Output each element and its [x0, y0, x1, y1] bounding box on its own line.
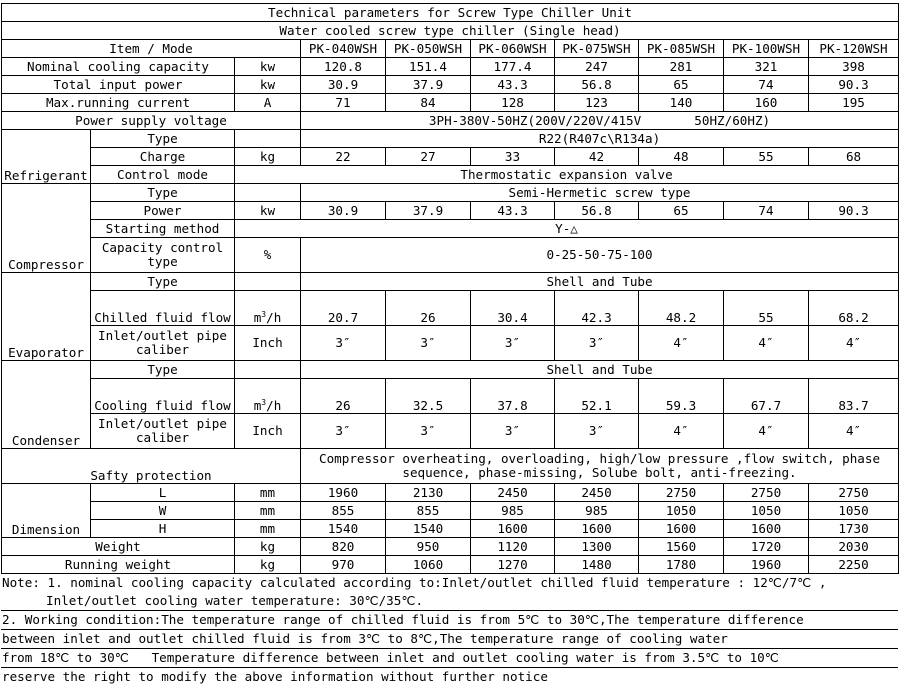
cell-value: 1540	[301, 520, 386, 538]
cell-value: 37.9	[386, 202, 471, 220]
cell-value: 950	[386, 538, 471, 556]
cell-value: 247	[555, 58, 639, 76]
cell-value: 281	[639, 58, 724, 76]
cell-value: 3″	[386, 326, 471, 361]
row-unit: mm	[235, 484, 301, 502]
row-label: Weight	[2, 538, 235, 556]
cell-value: 4″	[724, 326, 809, 361]
note-line: 2. Working condition:The temperature range of chilled fluid is from 5℃ to 30℃,The temperature difference	[1, 611, 898, 630]
unit-sup: 3	[261, 309, 267, 319]
row-label: Nominal cooling capacity	[2, 58, 235, 76]
table-row	[2, 556, 899, 574]
cell-value: 195	[809, 94, 899, 112]
row-label: Chilled fluid flow	[91, 291, 235, 326]
cell-value: 48.2	[639, 291, 724, 326]
cell-value: 67.7	[724, 379, 809, 414]
table-subtitle: Water cooled screw type chiller (Single head)	[2, 22, 899, 40]
cell-value: 820	[301, 538, 386, 556]
cell-value: 42	[555, 148, 639, 166]
row-unit	[235, 130, 301, 148]
cell-value: 71	[301, 94, 386, 112]
model-header: PK-100WSH	[724, 40, 809, 58]
table-row	[2, 130, 899, 148]
cell-value: 65	[639, 202, 724, 220]
row-label: Capacity control type	[91, 238, 235, 273]
table-row	[2, 379, 899, 414]
cell-value: 855	[301, 502, 386, 520]
cell-value: 398	[809, 58, 899, 76]
table-row	[2, 414, 899, 449]
cell-value: 3″	[555, 414, 639, 449]
cell-value: 177.4	[471, 58, 555, 76]
row-label: Charge	[91, 148, 235, 166]
cell-value: 1050	[809, 502, 899, 520]
item-mode-header: Item / Mode	[2, 40, 301, 58]
condenser-group-label: Condenser	[2, 361, 91, 449]
row-label: Type	[91, 130, 235, 148]
cell-value: 74	[724, 76, 809, 94]
cell-value: 43.3	[471, 76, 555, 94]
table-row	[2, 238, 899, 273]
cell-value: 1560	[639, 538, 724, 556]
model-header: PK-120WSH	[809, 40, 899, 58]
cell-value: 37.9	[386, 76, 471, 94]
notes	[1, 574, 898, 686]
cell-value: 55	[724, 291, 809, 326]
cell-value: 3″	[386, 414, 471, 449]
cell-value: 2030	[809, 538, 899, 556]
cell-value: 55	[724, 148, 809, 166]
row-label: Running weight	[2, 556, 235, 574]
table-row	[2, 184, 899, 202]
cell-value: 855	[386, 502, 471, 520]
spec-sheet	[1, 3, 898, 686]
cell-value: 26	[301, 379, 386, 414]
table-row	[2, 291, 899, 326]
cell-value: 30.4	[471, 291, 555, 326]
cell-value: 43.3	[471, 202, 555, 220]
cell-value: 321	[724, 58, 809, 76]
cell-value: 3″	[555, 326, 639, 361]
cell-value: 26	[386, 291, 471, 326]
cell-value: 84	[386, 94, 471, 112]
cell-value: 140	[639, 94, 724, 112]
evaporator-type-value: Shell and Tube	[301, 273, 899, 291]
cell-value: 4″	[639, 326, 724, 361]
note-line: between inlet and outlet chilled fluid is from 3℃ to 8℃,The temperature range of cooling water	[1, 630, 898, 649]
cell-value: 985	[555, 502, 639, 520]
cell-value: 1600	[639, 520, 724, 538]
row-label: Inlet/outlet pipe caliber	[91, 326, 235, 361]
cell-value: 27	[386, 148, 471, 166]
cell-value: 90.3	[809, 76, 899, 94]
model-header: PK-075WSH	[555, 40, 639, 58]
row-unit: mm	[235, 502, 301, 520]
evaporator-group-label: Evaporator	[2, 273, 91, 361]
cell-value: 4″	[724, 414, 809, 449]
row-unit	[235, 291, 301, 326]
cell-value: 32.5	[386, 379, 471, 414]
table-row	[2, 58, 899, 76]
row-label: Power supply voltage	[2, 112, 301, 130]
cell-value: 128	[471, 94, 555, 112]
table-row	[2, 520, 899, 538]
cell-value: 4″	[809, 414, 899, 449]
note-line: reserve the right to modify the above information without further notice	[2, 669, 548, 684]
cell-value: 2130	[386, 484, 471, 502]
table-row	[2, 449, 899, 484]
row-unit: mm	[235, 520, 301, 538]
control-mode-value: Thermostatic expansion valve	[235, 166, 899, 184]
row-unit: kw	[235, 76, 301, 94]
cell-value: 65	[639, 76, 724, 94]
cell-value: 1540	[386, 520, 471, 538]
table-row	[2, 538, 899, 556]
cell-value: 59.3	[639, 379, 724, 414]
row-label: W	[91, 502, 235, 520]
row-label: L	[91, 484, 235, 502]
model-header: PK-040WSH	[301, 40, 386, 58]
cell-value: 160	[724, 94, 809, 112]
note-line: Note: 1. nominal cooling capacity calculated according to:Inlet/outlet chilled fluid temperature : 12℃/7℃ ,	[2, 575, 827, 590]
cell-value: 3″	[471, 326, 555, 361]
cell-value: 1960	[724, 556, 809, 574]
cell-value: 1730	[809, 520, 899, 538]
cell-value: 42.3	[555, 291, 639, 326]
table-row	[2, 76, 899, 94]
cell-value: 52.1	[555, 379, 639, 414]
cell-value: 56.8	[555, 202, 639, 220]
cell-value: 2450	[555, 484, 639, 502]
cell-value: 2250	[809, 556, 899, 574]
unit-sup: 3	[261, 397, 267, 407]
cell-value: 22	[301, 148, 386, 166]
cell-value: 90.3	[809, 202, 899, 220]
row-unit: kg	[235, 148, 301, 166]
row-unit: A	[235, 94, 301, 112]
cell-value: 1780	[639, 556, 724, 574]
cell-value: 123	[555, 94, 639, 112]
table-row	[2, 112, 899, 130]
row-label: Type	[91, 273, 235, 291]
table-row	[2, 484, 899, 502]
row-label: Inlet/outlet pipe caliber	[91, 414, 235, 449]
cell-value: 3″	[301, 326, 386, 361]
table-row	[2, 166, 899, 184]
cell-value: 2750	[724, 484, 809, 502]
unit-tail: /h	[266, 310, 282, 325]
row-label: Total input power	[2, 76, 235, 94]
row-label: Control mode	[91, 166, 235, 184]
cell-value: 1270	[471, 556, 555, 574]
safety-value: Compressor overheating, overloading, high/low pressure ,flow switch, phase sequence, phase-missing, Solube bolt, anti-freezing.	[301, 449, 899, 484]
table-row	[2, 273, 899, 291]
table-row	[2, 326, 899, 361]
table-row	[2, 202, 899, 220]
compressor-type-value: Semi-Hermetic screw type	[301, 184, 899, 202]
condenser-type-value: Shell and Tube	[301, 361, 899, 379]
cell-value: 2450	[471, 484, 555, 502]
cell-value: 1120	[471, 538, 555, 556]
cell-value: 1050	[724, 502, 809, 520]
row-unit	[235, 184, 301, 202]
cell-value: 1960	[301, 484, 386, 502]
compressor-group-label: Compressor	[2, 184, 91, 273]
unit-base: m	[253, 310, 262, 325]
cell-value: 30.9	[301, 202, 386, 220]
table-title: Technical parameters for Screw Type Chiller Unit	[2, 4, 899, 22]
row-label: Type	[91, 184, 235, 202]
cell-value: 1300	[555, 538, 639, 556]
cell-value: 37.8	[471, 379, 555, 414]
cell-value: 48	[639, 148, 724, 166]
cell-value: 3″	[301, 414, 386, 449]
cell-value: 1050	[639, 502, 724, 520]
refrigerant-group-label: Refrigerant	[2, 130, 91, 184]
cell-value: 4″	[809, 326, 899, 361]
table-row	[2, 361, 899, 379]
row-unit: Inch	[235, 326, 301, 361]
cell-value: 2750	[809, 484, 899, 502]
cell-value: 83.7	[809, 379, 899, 414]
cell-value: 2750	[639, 484, 724, 502]
cell-value: 1720	[724, 538, 809, 556]
row-unit	[235, 379, 301, 414]
table-row	[2, 502, 899, 520]
row-label: Type	[91, 361, 235, 379]
cell-value: 1480	[555, 556, 639, 574]
cell-value: 20.7	[301, 291, 386, 326]
header-row	[2, 40, 899, 58]
row-unit: kg	[235, 556, 301, 574]
table-row	[2, 220, 899, 238]
model-header: PK-085WSH	[639, 40, 724, 58]
cell-value: 30.9	[301, 76, 386, 94]
cell-value: 1600	[471, 520, 555, 538]
cell-value: 3″	[471, 414, 555, 449]
row-label: Safty protection	[2, 449, 301, 484]
model-header: PK-050WSH	[386, 40, 471, 58]
row-unit: Inch	[235, 414, 301, 449]
cell-value: 970	[301, 556, 386, 574]
row-label: Starting method	[91, 220, 235, 238]
spec-table	[1, 3, 899, 574]
cell-value: 120.8	[301, 58, 386, 76]
table-row	[2, 94, 899, 112]
cell-value: 1060	[386, 556, 471, 574]
row-label: Power	[91, 202, 235, 220]
cell-value: 33	[471, 148, 555, 166]
table-row	[2, 148, 899, 166]
row-unit	[235, 361, 301, 379]
cell-value: 68	[809, 148, 899, 166]
row-label: H	[91, 520, 235, 538]
unit-base: m	[253, 398, 262, 413]
cell-value: 1600	[724, 520, 809, 538]
refrigerant-type-value: R22(R407c\R134a)	[301, 130, 899, 148]
row-label: Cooling fluid flow	[91, 379, 235, 414]
cell-value: 74	[724, 202, 809, 220]
cell-value: 56.8	[555, 76, 639, 94]
dimension-group-label: Dimension	[2, 484, 91, 538]
cell-value: 68.2	[809, 291, 899, 326]
row-unit	[235, 273, 301, 291]
model-header: PK-060WSH	[471, 40, 555, 58]
row-unit: %	[235, 238, 301, 273]
row-unit: kw	[235, 58, 301, 76]
row-unit: kw	[235, 202, 301, 220]
starting-method-value: Y-△	[235, 220, 899, 238]
row-unit: kg	[235, 538, 301, 556]
unit-tail: /h	[266, 398, 282, 413]
note-line: Inlet/outlet cooling water temperature: 30℃/35℃.	[1, 592, 898, 611]
capacity-control-value: 0-25-50-75-100	[301, 238, 899, 273]
cell-value: 4″	[639, 414, 724, 449]
cell-value: 985	[471, 502, 555, 520]
cell-value: 151.4	[386, 58, 471, 76]
note-line: from 18℃ to 30℃ Temperature difference between inlet and outlet cooling water is from 3.5℃ to 10℃	[1, 649, 898, 668]
power-supply-value: 3PH-380V-50HZ(200V/220V/415V 50HZ/60HZ)	[301, 112, 899, 130]
cell-value: 1600	[555, 520, 639, 538]
row-label: Max.running current	[2, 94, 235, 112]
